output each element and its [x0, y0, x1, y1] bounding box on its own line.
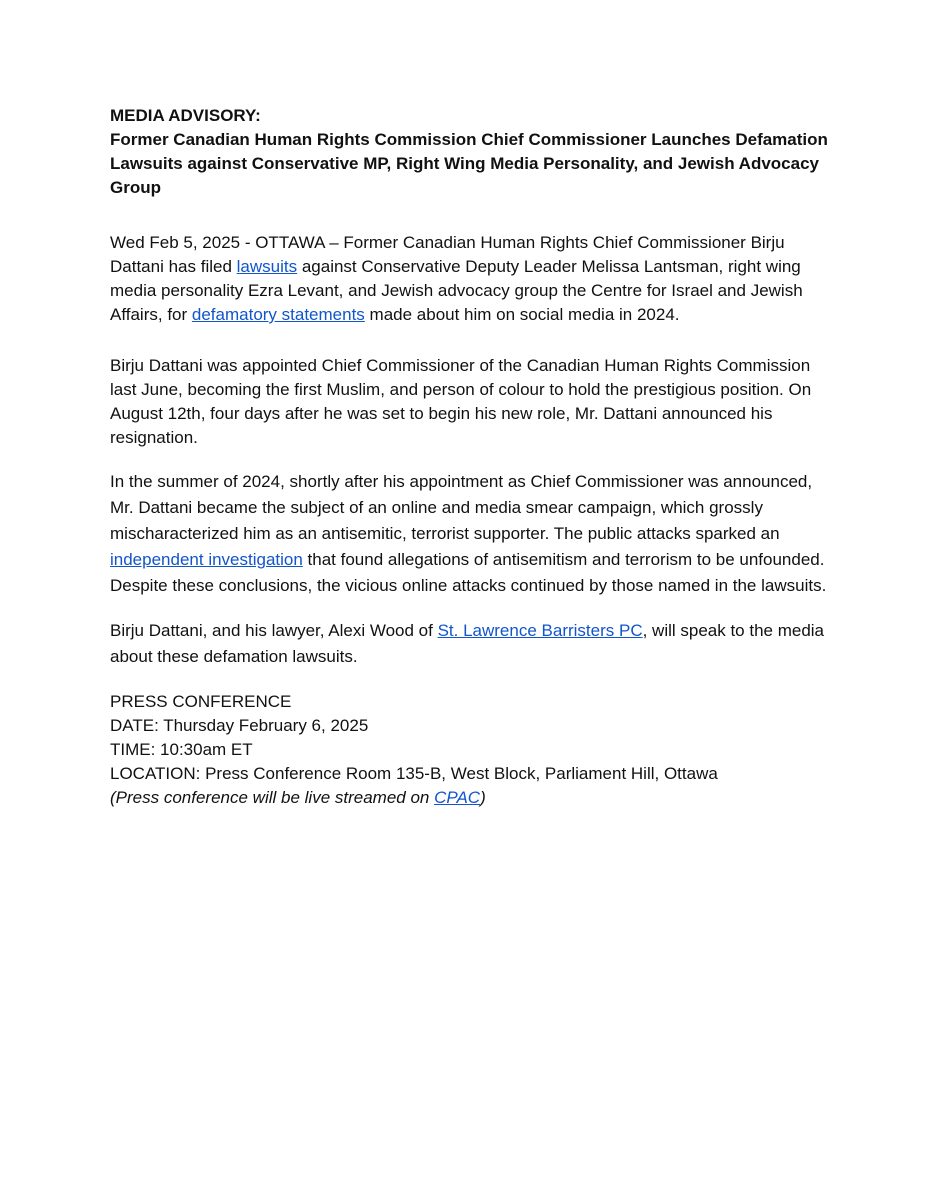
intro-text-3: made about him on social media in 2024. — [364, 305, 680, 324]
defamatory-statements-link[interactable]: defamatory statements — [191, 305, 365, 324]
st-lawrence-barristers-link[interactable]: St. Lawrence Barristers PC — [437, 621, 643, 640]
lawyer-text-1: Birju Dattani, and his lawyer, Alexi Wood of — [110, 621, 438, 640]
intro-text-2: against Conservative Deputy Leader Melissa Lantsman, right wing media personality Ezra Levant, and Jewish advocacy group the Centre for Israel and Jewish Affairs, for — [110, 257, 803, 324]
lawyer-paragraph — [110, 618, 830, 670]
press-stream-note — [110, 786, 830, 810]
lawyer-text-2: , will speak to the media about these defamation lawsuits. — [110, 621, 825, 666]
intro-text-1: Wed Feb 5, 2025 - OTTAWA – Former Canadian Human Rights Chief Commissioner Birju Dattani has filed — [110, 233, 785, 276]
press-date: DATE: Thursday February 6, 2025 — [110, 716, 369, 735]
cpac-link[interactable]: CPAC — [434, 788, 481, 807]
press-location: LOCATION: Press Conference Room 135-B, West Block, Parliament Hill, Ottawa — [110, 764, 718, 783]
advisory-label: MEDIA ADVISORY: — [110, 106, 261, 125]
appointment-paragraph — [110, 354, 830, 450]
lawsuits-link[interactable]: lawsuits — [236, 257, 298, 276]
press-heading: PRESS CONFERENCE — [110, 692, 292, 711]
document-page — [110, 104, 830, 810]
appointment-text: Birju Dattani was appointed Chief Commissioner of the Canadian Human Rights Commission last June, becoming the first Muslim, and person of colour to hold the prestigious position. On August 12th, four days after he was set to begin his new role, Mr. Dattani announced his resignation. — [110, 356, 812, 447]
smear-campaign-paragraph — [110, 469, 830, 599]
smear-text-2: that found allegations of antisemitism and terrorism to be unfounded. Despite these conclusions, the vicious online attacks continued by those named in the lawsuits. — [110, 550, 827, 595]
press-note-open: (Press conference will be live streamed on — [110, 788, 435, 807]
press-note-close: ) — [480, 788, 486, 807]
independent-investigation-link[interactable]: independent investigation — [110, 550, 303, 569]
press-conference-block — [110, 690, 830, 810]
advisory-title: Former Canadian Human Rights Commission Chief Commissioner Launches Defamation Lawsuits against Conservative MP, Right Wing Media Personality, and Jewish Advocacy Group — [110, 130, 828, 197]
smear-text-1: In the summer of 2024, shortly after his appointment as Chief Commissioner was announced, Mr. Dattani became the subject of an online and media smear campaign, which grossly mischaracterized him as an antisemitic, terrorist supporter. The public attacks sparked an — [110, 472, 813, 543]
press-time: TIME: 10:30am ET — [110, 740, 253, 759]
intro-paragraph — [110, 231, 830, 327]
advisory-heading — [110, 104, 830, 200]
